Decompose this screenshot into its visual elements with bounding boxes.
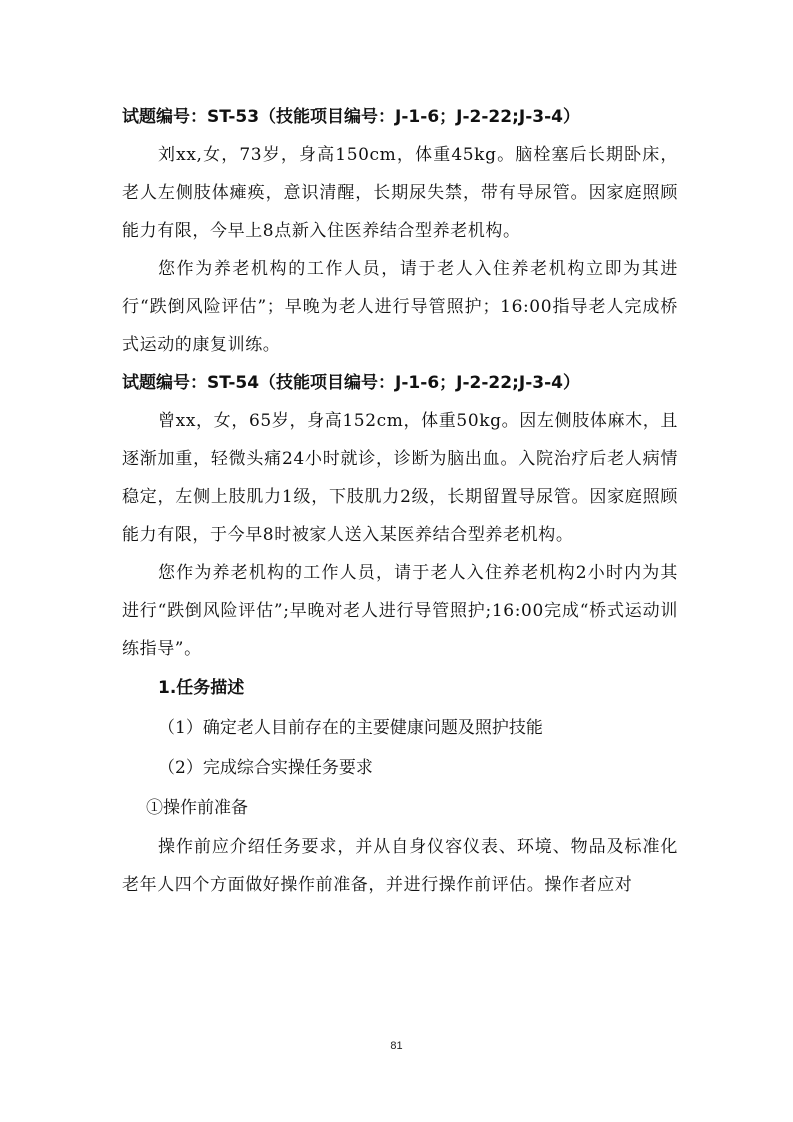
question-st54-paragraph-1: 曾xx，女，65岁，身高152cm，体重50kg。因左侧肢体麻木，且逐渐加重，轻微头痛24小时就诊，诊断为脑出血。入院治疗后老人病情稳定，左侧上肢肌力1级，下肢肌力2级，长期留置导尿管。因家庭照顾能力有限，于今早8时被家人送入某医养结合型养老机构。 [122,411,678,545]
task-item-1: （1）确定老人目前存在的主要健康问题及照护技能 [158,718,543,738]
task-item-2: （2）完成综合实操任务要求 [158,758,373,778]
page-content [122,98,678,904]
question-heading-st54: 试题编号：ST-54（技能项目编号：J-1-6；J-2-22;J-3-4） [122,373,580,393]
question-heading-st53: 试题编号：ST-53（技能项目编号：J-1-6；J-2-22;J-3-4） [122,107,580,127]
task-preparation-paragraph: 操作前应介绍任务要求，并从自身仪容仪表、环境、物品及标准化老年人四个方面做好操作前准备，并进行操作前评估。操作者应对 [122,837,678,895]
question-st54-paragraph-2: 您作为养老机构的工作人员，请于老人入住养老机构2小时内为其进行“跌倒风险评估”;早晚对老人进行导管照护;16:00完成“桥式运动训练指导”。 [122,563,678,659]
question-st53-paragraph-2: 您作为养老机构的工作人员，请于老人入住养老机构立即为其进行“跌倒风险评估”；早晚为老人进行导管照护；16:00指导老人完成桥式运动的康复训练。 [122,259,678,355]
page-number: 81 [390,1040,403,1052]
question-st53-paragraph-1: 刘xx,女，73岁，身高150cm，体重45kg。脑栓塞后长期卧床，老人左侧肢体瘫痪，意识清醒，长期尿失禁，带有导尿管。因家庭照顾能力有限，今早上8点新入住医养结合型养老机构。 [122,145,678,241]
task-subitem-preparation: ①操作前准备 [146,798,248,818]
task-description-title: 1.任务描述 [158,678,245,698]
